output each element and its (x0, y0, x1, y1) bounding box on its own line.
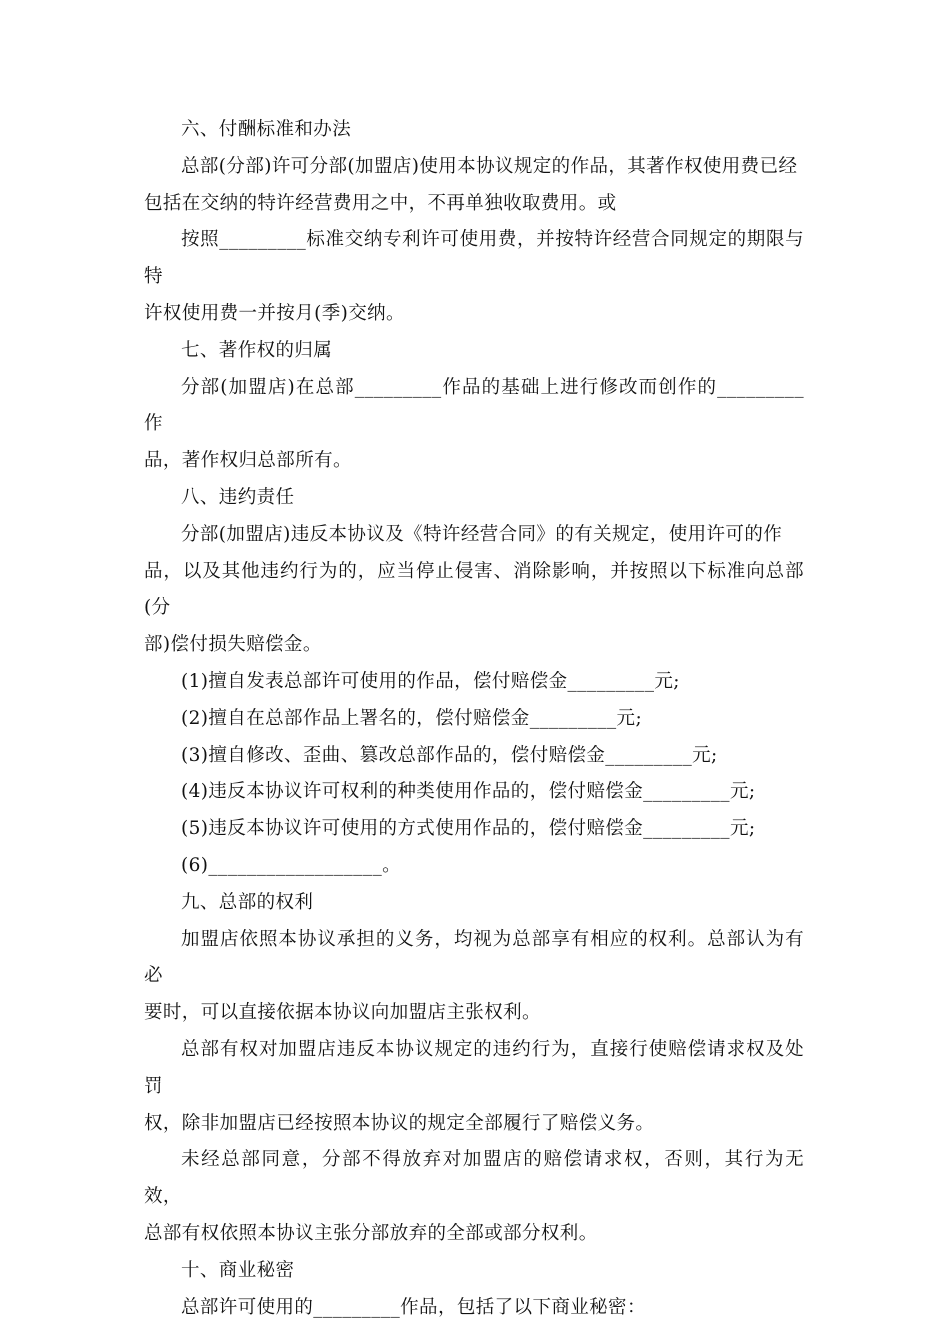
paragraph-line: 分部(加盟店)违反本协议及《特许经营合同》的有关规定，使用许可的作 (144, 517, 804, 554)
paragraph-line: 品，著作权归总部所有。 (144, 443, 804, 480)
document-body (144, 112, 804, 1326)
paragraph-line: 按照_________标准交纳专利许可使用费，并按特许经营合同规定的期限与特 (144, 222, 804, 296)
list-item: (6)__________________。 (144, 848, 804, 885)
paragraph-line: 未经总部同意，分部不得放弃对加盟店的赔偿请求权，否则，其行为无效， (144, 1142, 804, 1216)
paragraph-line: 品，以及其他违约行为的，应当停止侵害、消除影响，并按照以下标准向总部(分 (144, 554, 804, 628)
section-heading-10: 十、商业秘密 (144, 1253, 804, 1290)
section-heading-8: 八、违约责任 (144, 480, 804, 517)
paragraph-line: 包括在交纳的特许经营费用之中，不再单独收取费用。或 (144, 186, 804, 223)
paragraph-line: 总部许可使用的_________作品，包括了以下商业秘密： (144, 1290, 804, 1326)
list-item: (2)擅自在总部作品上署名的，偿付赔偿金_________元; (144, 701, 804, 738)
section-heading-9: 九、总部的权利 (144, 885, 804, 922)
paragraph-line: 总部(分部)许可分部(加盟店)使用本协议规定的作品，其著作权使用费已经 (144, 149, 804, 186)
list-item: (5)违反本协议许可使用的方式使用作品的，偿付赔偿金_________元; (144, 811, 804, 848)
paragraph-line: 总部有权对加盟店违反本协议规定的违约行为，直接行使赔偿请求权及处罚 (144, 1032, 804, 1106)
list-item: (3)擅自修改、歪曲、篡改总部作品的，偿付赔偿金_________元; (144, 738, 804, 775)
paragraph-line: 许权使用费一并按月(季)交纳。 (144, 296, 804, 333)
paragraph-line: 加盟店依照本协议承担的义务，均视为总部享有相应的权利。总部认为有必 (144, 922, 804, 996)
list-item: (4)违反本协议许可权利的种类使用作品的，偿付赔偿金_________元; (144, 774, 804, 811)
paragraph-line: 部)偿付损失赔偿金。 (144, 627, 804, 664)
section-heading-6: 六、付酬标准和办法 (144, 112, 804, 149)
paragraph-line: 总部有权依照本协议主张分部放弃的全部或部分权利。 (144, 1216, 804, 1253)
paragraph-line: 分部(加盟店)在总部_________作品的基础上进行修改而创作的_________作 (144, 370, 804, 444)
section-heading-7: 七、著作权的归属 (144, 333, 804, 370)
paragraph-line: 权，除非加盟店已经按照本协议的规定全部履行了赔偿义务。 (144, 1106, 804, 1143)
list-item: (1)擅自发表总部许可使用的作品，偿付赔偿金_________元; (144, 664, 804, 701)
paragraph-line: 要时，可以直接依据本协议向加盟店主张权利。 (144, 995, 804, 1032)
